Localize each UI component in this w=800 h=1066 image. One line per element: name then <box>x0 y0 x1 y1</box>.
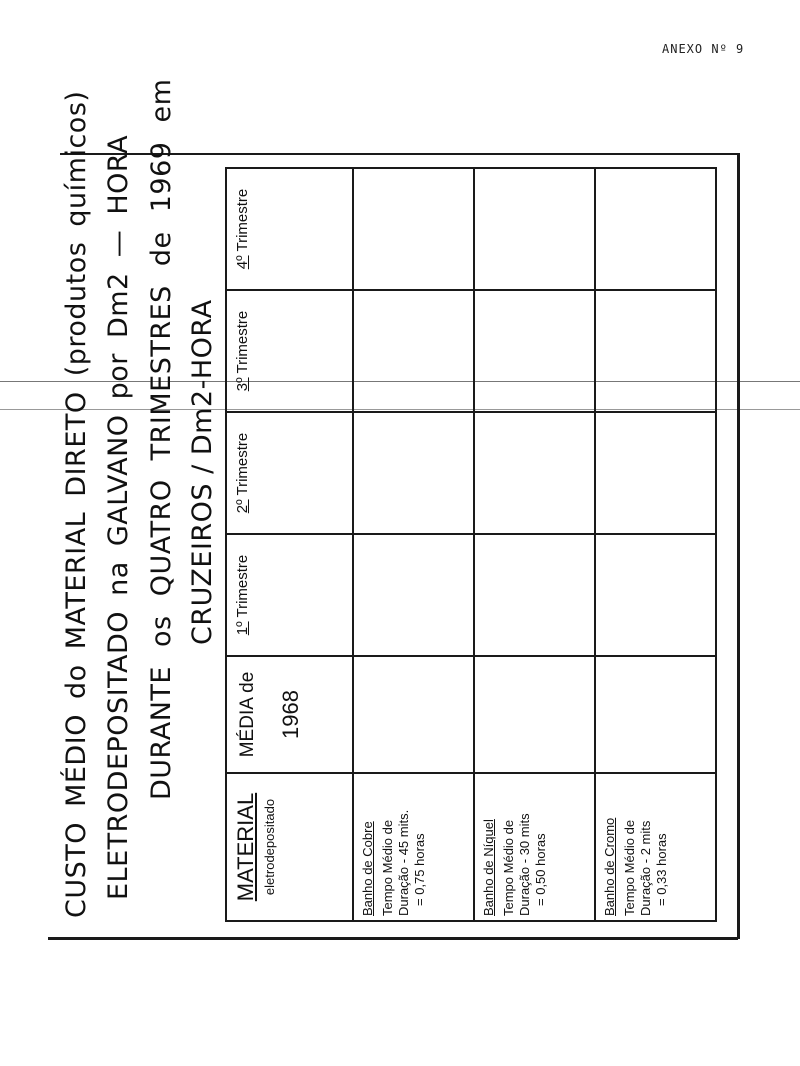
table-row <box>595 168 716 921</box>
title-line-3: DURANTE os QUATRO TRIMESTRES de 1969 em <box>146 78 177 800</box>
table-cell <box>595 168 716 290</box>
title-line-4: CRUZEIROS / Dm2-HORA <box>187 299 218 645</box>
table-cell <box>474 412 595 534</box>
quarter-4-number: 4º <box>234 255 251 270</box>
bath-hours: = 0,75 horas <box>412 833 428 906</box>
bath-duration: Duração - 2 mits <box>638 820 653 916</box>
quarter-3-number: 3º <box>234 377 251 392</box>
bath-time-label: Tempo Médio de <box>622 819 637 916</box>
header-quarter-3 <box>226 290 353 412</box>
cost-table <box>225 167 717 922</box>
table-cell <box>474 534 595 656</box>
table-cell <box>353 168 474 290</box>
header-mean-year: 1968 <box>278 690 303 739</box>
header-material-title: MATERIAL <box>233 792 258 902</box>
table-cell <box>595 534 716 656</box>
title-line-2: ELETRODEPOSITADO na GALVANO por Dm2 — HORA <box>103 134 134 900</box>
bath-name: Banho de Níquel <box>481 819 497 916</box>
frame-border-right <box>737 153 740 939</box>
bath-time-label: Tempo Médio de <box>380 819 396 916</box>
table-row <box>474 168 595 921</box>
bath-duration: Duração - 30 mits <box>517 813 533 916</box>
bath-hours: = 0,50 horas <box>533 833 549 906</box>
bath-time-label: Tempo Médio de <box>501 819 517 916</box>
table-cell <box>353 656 474 773</box>
quarter-1-number: 1º <box>234 621 251 636</box>
header-quarter-2 <box>226 412 353 534</box>
quarter-2-label: Trimestre <box>234 432 251 496</box>
header-material-sub: eletrodepositado <box>262 798 277 896</box>
table-cell <box>353 534 474 656</box>
annex-label: ANEXO Nº 9 <box>662 42 745 56</box>
quarter-1-label: Trimestre <box>234 554 251 618</box>
table-cell <box>595 412 716 534</box>
bath-hours: = 0,33 horas <box>654 833 669 906</box>
header-quarter-4 <box>226 168 353 290</box>
bath-duration: Duração - 45 mits. <box>396 809 412 916</box>
table-cell <box>474 290 595 412</box>
table-cell <box>474 168 595 290</box>
table-header-row <box>226 168 353 921</box>
row-label-chrome <box>595 773 716 921</box>
header-quarter-1 <box>226 534 353 656</box>
table-cell <box>353 412 474 534</box>
quarter-2-number: 2º <box>234 499 251 514</box>
header-material <box>226 773 353 921</box>
table-cell <box>595 290 716 412</box>
header-mean-label: MÉDIA de <box>237 671 258 758</box>
rotated-document <box>50 78 730 930</box>
table-cell <box>474 656 595 773</box>
quarter-3-label: Trimestre <box>234 310 251 374</box>
row-label-copper <box>353 773 474 921</box>
table-row <box>353 168 474 921</box>
row-label-nickel <box>474 773 595 921</box>
table-cell <box>595 656 716 773</box>
frame-border-bottom <box>48 937 738 940</box>
title-line-1: CUSTO MÉDIO do MATERIAL DIRETO (produtos químicos) <box>61 90 92 918</box>
bath-name: Banho de Cromo <box>602 817 617 916</box>
quarter-4-label: Trimestre <box>234 188 251 252</box>
document-title <box>50 78 222 930</box>
table-cell <box>353 290 474 412</box>
bath-name: Banho de Cobre <box>360 821 376 916</box>
header-mean-1968 <box>226 656 353 773</box>
